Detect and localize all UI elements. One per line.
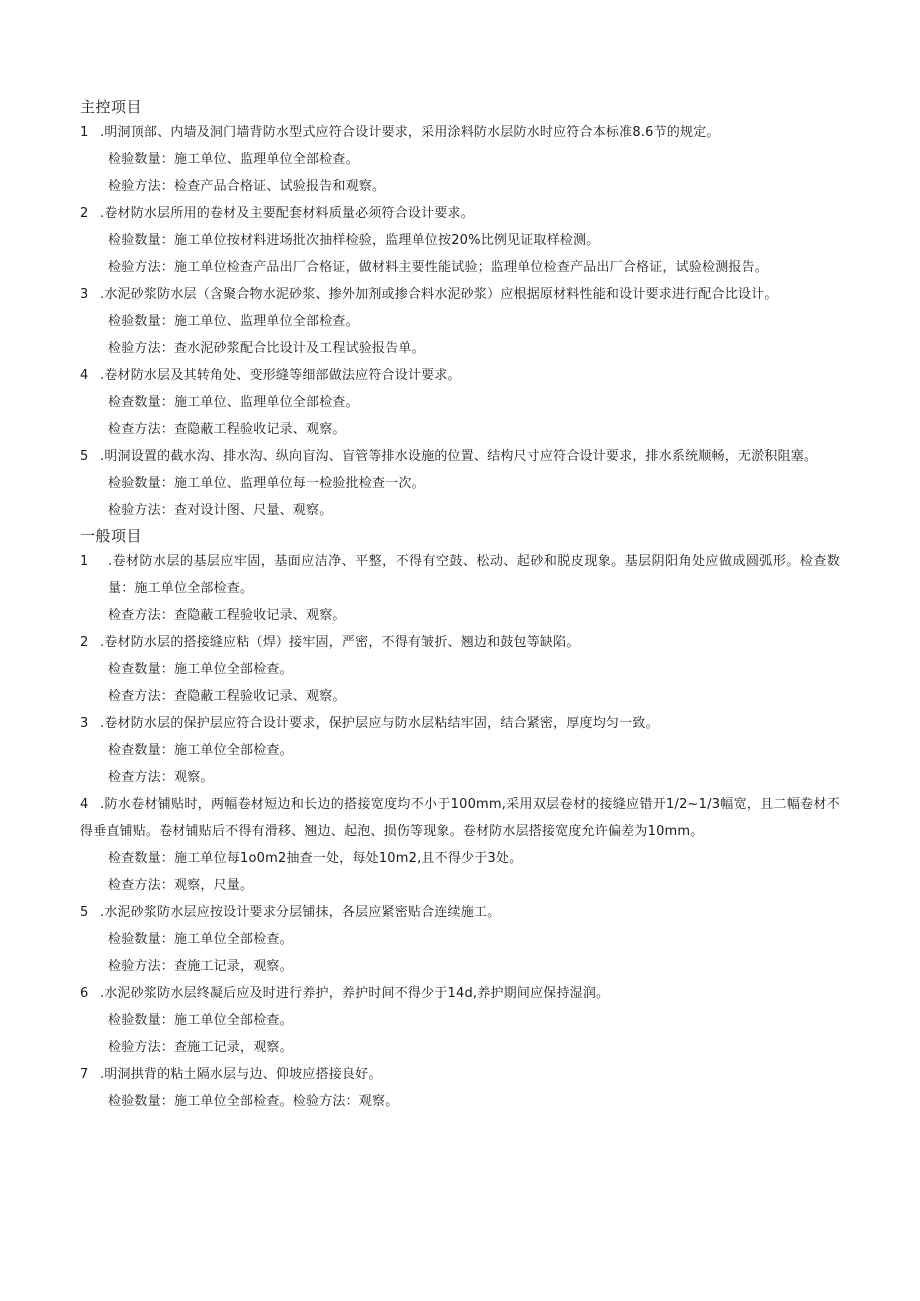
item-detail-line: 检验数量：施工单位全部检查。 bbox=[108, 932, 293, 947]
item-number: 3 bbox=[80, 287, 89, 302]
general-item-6 bbox=[80, 980, 840, 1061]
section-heading-main-control: 主控项目 bbox=[80, 98, 143, 116]
main-control-item-4 bbox=[80, 362, 840, 443]
item-detail-line: 检查方法：观察，尺量。 bbox=[108, 878, 254, 893]
item-detail-line: 检验数量：施工单位、监理单位全部检查。 bbox=[108, 152, 359, 167]
main-control-item-1 bbox=[80, 119, 840, 200]
item-text: .水泥砂浆防水层（含聚合物水泥砂浆、掺外加剂或掺合料水泥砂浆）应根据原材料性能和设计要求进行配合比设计。 bbox=[100, 287, 778, 302]
item-detail-line: 检验方法：检查产品合格证、试验报告和观察。 bbox=[108, 179, 386, 194]
item-detail-line: 检验方法：施工单位检查产品出厂合格证，做材料主要性能试验；监理单位检查产品出厂合格证，试验检测报告。 bbox=[108, 260, 769, 275]
item-text: .明洞设置的截水沟、排水沟、纵向盲沟、盲管等排水设施的位置、结构尺寸应符合设计要求，排水系统顺畅，无淤积阻塞。 bbox=[100, 449, 818, 464]
item-number: 1 bbox=[80, 554, 89, 569]
item-number: 3 bbox=[80, 716, 89, 731]
item-text: .卷材防水层的保护层应符合设计要求，保护层应与防水层粘结牢固，结合紧密，厚度均匀一致。 bbox=[100, 716, 659, 731]
item-detail-line: 检查方法：查隐蔽工程验收记录、观察。 bbox=[108, 689, 346, 704]
item-text: .明洞顶部、内墙及洞门墙背防水型式应符合设计要求，采用涂料防水层防水时应符合本标准8.6节的规定。 bbox=[100, 125, 720, 140]
item-detail-line: 检查数量：施工单位、监理单位全部检查。 bbox=[108, 395, 359, 410]
general-item-2 bbox=[80, 629, 840, 710]
item-text: .卷材防水层的搭接缝应粘（焊）接牢固，严密，不得有皱折、翘边和鼓包等缺陷。 bbox=[100, 635, 580, 650]
item-text: .明洞拱背的粘土隔水层与边、仰坡应搭接良好。 bbox=[100, 1067, 382, 1082]
item-detail-line: 检验方法：查对设计图、尺量、观察。 bbox=[108, 503, 333, 518]
main-control-item-3 bbox=[80, 281, 840, 362]
general-item-1 bbox=[80, 548, 840, 629]
item-number: 5 bbox=[80, 905, 89, 920]
item-text: .卷材防水层所用的卷材及主要配套材料质量必须符合设计要求。 bbox=[100, 206, 474, 221]
item-number: 1 bbox=[80, 125, 89, 140]
item-detail-line: 检验数量：施工单位全部检查。检验方法：观察。 bbox=[108, 1094, 399, 1109]
item-detail-line: 检验数量：施工单位、监理单位全部检查。 bbox=[108, 314, 359, 329]
main-control-item-2 bbox=[80, 200, 840, 281]
item-detail-line: 检查方法：查隐蔽工程验收记录、观察。 bbox=[108, 608, 346, 623]
general-item-3 bbox=[80, 710, 840, 791]
item-detail-line: 检查方法：观察。 bbox=[108, 770, 214, 785]
general-item-5 bbox=[80, 899, 840, 980]
item-detail-line: 检验方法：查水泥砂浆配合比设计及工程试验报告单。 bbox=[108, 341, 425, 356]
item-text: .卷材防水层及其转角处、变形缝等细部做法应符合设计要求。 bbox=[100, 368, 461, 383]
item-number: 2 bbox=[80, 635, 89, 650]
item-text: .水泥砂浆防水层终凝后应及时进行养护，养护时间不得少于14d,养护期间应保持湿润。 bbox=[100, 986, 610, 1001]
item-detail-line: 检查数量：施工单位全部检查。 bbox=[108, 743, 293, 758]
item-number: 7 bbox=[80, 1067, 89, 1082]
item-text: .防水卷材铺贴时，两幅卷材短边和长边的搭接宽度均不小于100mm,采用双层卷材的接缝应错开1/2~1/3幅宽，且二幅卷材不得垂直铺贴。卷材铺贴后不得有滑移、翘边、起泡、损伤等现象。卷材防水层搭接宽度允许偏差为10mm。 bbox=[80, 797, 840, 839]
item-number: 2 bbox=[80, 206, 89, 221]
item-detail-line: 检验方法：查施工记录，观察。 bbox=[108, 959, 293, 974]
general-item-7 bbox=[80, 1061, 840, 1115]
general-item-4 bbox=[80, 791, 840, 899]
item-detail-line: 检验方法：查施工记录，观察。 bbox=[108, 1040, 293, 1055]
item-detail-line: 检查方法：查隐蔽工程验收记录、观察。 bbox=[108, 422, 346, 437]
item-number: 4 bbox=[80, 368, 89, 383]
item-detail-line: 检查数量：施工单位全部检查。 bbox=[108, 662, 293, 677]
item-detail-line: 检验数量：施工单位、监理单位每一检验批检查一次。 bbox=[108, 476, 425, 491]
item-number: 6 bbox=[80, 986, 89, 1001]
item-detail-line: 检验数量：施工单位按材料进场批次抽样检验，监理单位按20%比例见证取样检测。 bbox=[108, 233, 600, 248]
main-control-item-5 bbox=[80, 443, 840, 524]
item-detail-line: 检查数量：施工单位每1o0m2抽查一处，每处10m2,且不得少于3处。 bbox=[108, 851, 523, 866]
item-number: 5 bbox=[80, 449, 89, 464]
item-text: .水泥砂浆防水层应按设计要求分层铺抹，各层应紧密贴合连续施工。 bbox=[100, 905, 501, 920]
section-heading-general: 一般项目 bbox=[80, 527, 143, 545]
item-text: .卷材防水层的基层应牢固，基面应洁净、平整，不得有空鼓、松动、起砂和脱皮现象。基层阴阳角处应做成圆弧形。检查数量：施工单位全部检查。 bbox=[108, 554, 840, 596]
item-number: 4 bbox=[80, 797, 89, 812]
item-detail-line: 检验数量：施工单位全部检查。 bbox=[108, 1013, 293, 1028]
document-page bbox=[80, 95, 840, 1115]
